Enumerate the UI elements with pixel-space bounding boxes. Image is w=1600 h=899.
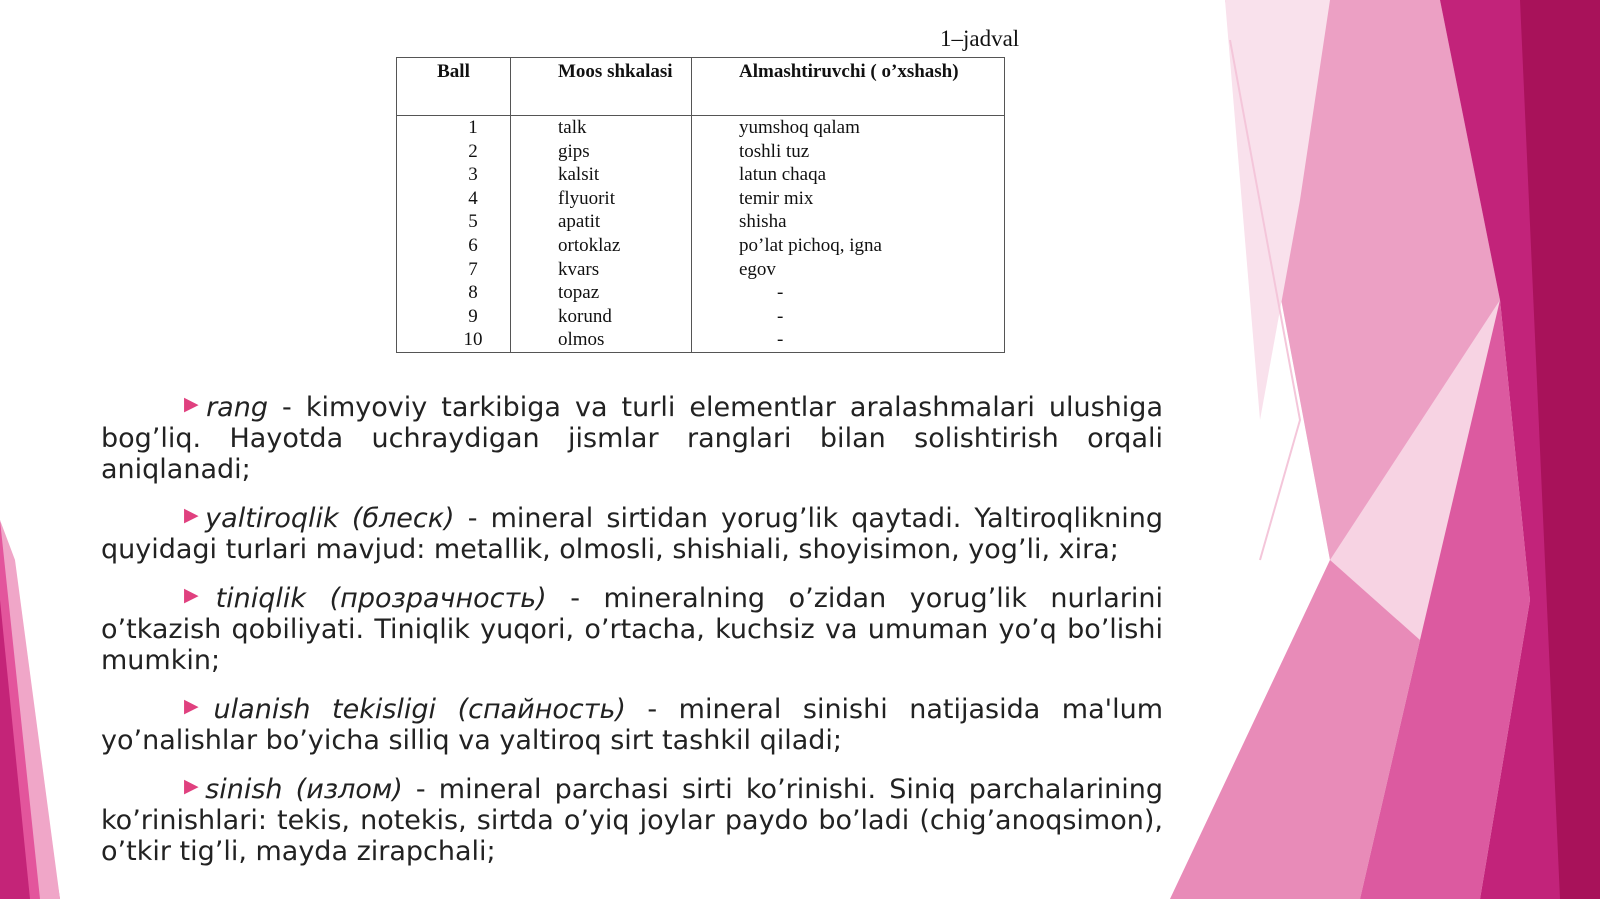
cell-mineral: gips <box>558 140 590 162</box>
list-item <box>101 500 1163 565</box>
cell-ball: 3 <box>468 164 478 186</box>
header-almashtiruvchi: Almashtiruvchi ( o’xshash) <box>739 61 959 82</box>
list-item <box>101 389 1163 485</box>
property-term: sinish (излом) <box>205 774 403 805</box>
cell-mineral: korund <box>558 305 612 327</box>
cell-mineral: olmos <box>558 329 605 351</box>
cell-substitute: - <box>777 305 784 327</box>
header-moos: Moos shkalasi <box>558 61 673 82</box>
cell-mineral: topaz <box>558 282 600 304</box>
cell-mineral: talk <box>558 117 587 138</box>
table-caption: 1–jadval <box>940 26 1020 51</box>
cell-substitute: - <box>777 282 784 304</box>
list-item <box>101 691 1163 756</box>
cell-ball: 10 <box>463 329 483 351</box>
mohs-hardness-table <box>396 57 1005 353</box>
table-row <box>397 328 1004 352</box>
property-term: tiniqlik (прозрачность) <box>215 583 547 614</box>
property-term: ulanish tekisligi (спайность) <box>213 694 626 725</box>
cell-ball: 8 <box>468 282 478 304</box>
triangle-bullet-icon: ▶ <box>184 393 205 415</box>
cell-mineral: kalsit <box>558 164 600 186</box>
cell-ball: 9 <box>468 305 478 327</box>
table-row <box>397 116 1004 140</box>
cell-mineral: flyuorit <box>558 187 615 209</box>
property-description: - mineral sirtidan yorug’lik qaytadi. Yaltiroqlikning quyidagi turlari mavjud: metallik, olmosli, shishiali, shoyisimon, yog’li, xira; <box>101 503 1163 565</box>
triangle-bullet-icon: ▶ <box>184 695 212 717</box>
triangle-bullet-icon: ▶ <box>184 504 204 526</box>
cell-mineral: ortoklaz <box>558 234 621 256</box>
cell-ball: 1 <box>468 117 478 138</box>
cell-ball: 4 <box>468 187 478 209</box>
cell-substitute: yumshoq qalam <box>739 117 860 138</box>
cell-ball: 5 <box>468 211 478 233</box>
table-row <box>397 234 1004 258</box>
property-description: - mineral sinishi natijasida ma'lum yo’nalishlar bo’yicha silliq va yaltiroq sirt tashkil qiladi; <box>101 694 1163 756</box>
property-description: - mineralning o’zidan yorug’lik nurlarini o’tkazish qobiliyati. Tiniqlik yuqori, o’rtacha, kuchsiz va umuman yo’q bo’lishi mumkin; <box>101 583 1163 676</box>
triangle-bullet-icon: ▶ <box>184 775 204 797</box>
property-description: - kimyoviy tarkibiga va turli elementlar aralashmalari ulushiga bog’liq. Hayotda uchraydigan jismlar ranglari bilan solishtirish orqali aniqlanadi; <box>101 392 1163 485</box>
table-row <box>397 140 1004 164</box>
table-row <box>397 258 1004 282</box>
cell-mineral: apatit <box>558 211 601 233</box>
cell-substitute: - <box>777 329 784 351</box>
table-row <box>397 210 1004 234</box>
list-item <box>101 580 1163 676</box>
table-row <box>397 187 1004 211</box>
cell-substitute: toshli tuz <box>739 140 810 162</box>
table-body <box>397 116 1004 352</box>
header-ball: Ball <box>437 61 470 82</box>
cell-ball: 6 <box>468 234 478 256</box>
cell-mineral: kvars <box>558 258 600 280</box>
table-row <box>397 305 1004 329</box>
cell-substitute: po’lat pichoq, igna <box>739 234 882 256</box>
property-term: yaltiroqlik (блеск) <box>205 503 455 534</box>
cell-ball: 2 <box>468 140 478 162</box>
table-row <box>397 163 1004 187</box>
cell-ball: 7 <box>468 258 478 280</box>
cell-substitute: latun chaqa <box>739 164 827 186</box>
cell-substitute: shisha <box>739 211 787 233</box>
property-description: - mineral parchasi sirti ko’rinishi. Siniq parchalarining ko’rinishlari: tekis, notekis, sirtda o’yiq joylar paydo bo’ladi (chig’anoqsimon), o’tkir tig’li, mayda zirapchali; <box>101 774 1163 867</box>
table-row <box>397 281 1004 305</box>
property-term: rang <box>206 392 268 423</box>
cell-substitute: temir mix <box>739 187 814 209</box>
property-list <box>101 389 1163 882</box>
cell-substitute: egov <box>739 258 776 280</box>
list-item <box>101 771 1163 867</box>
triangle-bullet-icon: ▶ <box>184 584 214 606</box>
